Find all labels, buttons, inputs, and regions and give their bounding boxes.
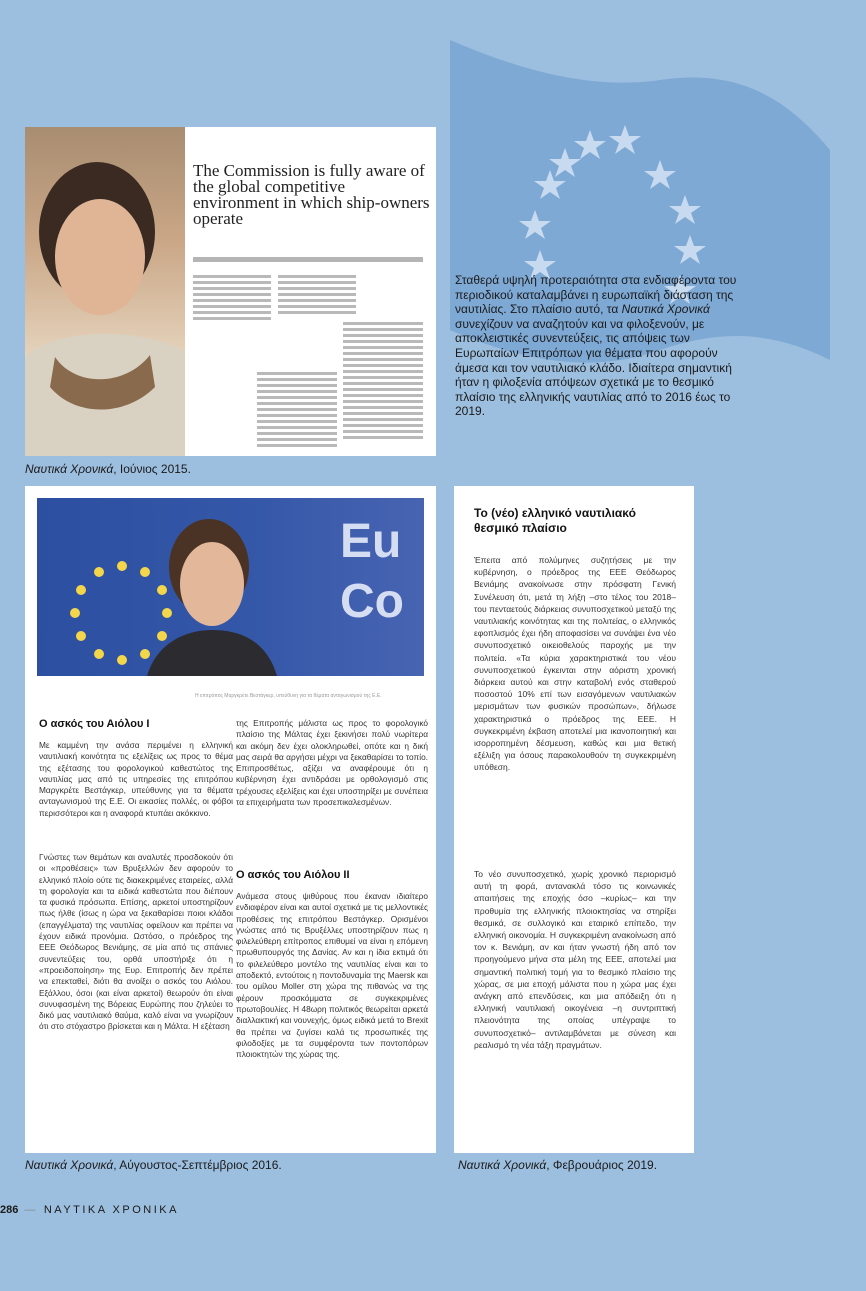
section-heading: Ο ασκός του Αιόλου II — [236, 869, 350, 881]
page-number: 286 — [0, 1204, 19, 1216]
footer-dash-icon: — — [24, 1204, 38, 1216]
caption-feb-2019: Ναυτικά Χρονικά, Φεβρουάριος 2019. — [458, 1158, 658, 1172]
clipping-june-2015 — [25, 127, 436, 456]
article-headline: The Commission is fully aware of the global competitive environment in which ship-owners operate — [193, 161, 430, 228]
article-text-column — [278, 275, 356, 317]
article-paragraph-1: Έπειτα από πολύμηνες συζητήσεις με την κυβέρνηση, ο πρόεδρος της ΕΕΕ Θεόδωρος Βενιάμης ανακοίνωσε στην πρόσφατη Γενική Συνέλευση ότι, μετά τη λήξη –στο τέλος του 2018– του πενταετούς διάρκειας συνυποσχετικού μεταξύ της ναυτιλιακής κοινότητας και της πολιτείας, ο ελληνικός εφοπλισμός έχει ήδη αποφασίσει να συνάψει ένα νέο συνυποσχετικό οικειοθελούς παροχής με την πολιτεία. «Τα κύρια χαρακτηριστικά του νέου συνυποσχετικού έγκεινται στην αόριστη χρονική διάρκεια αυτού και στην καταβολή ενός σταθερού ποσοστού 10% επί των εισαγόμενων ναυτιλιακών μερισμάτων των φυσικών προσώπων», δήλωσε χαρακτηριστικά ο πρόεδρος της ΕΕΕ. Η συγκεκριμένη έκβαση αποτελεί μια ικανοποιητική και ισορροπημένη δέσμευση, καθώς και μια θετική εξέλιξη για όσους παρακολουθούν τη συγκεκριμένη υπόθεση. — [474, 555, 676, 773]
page-footer — [0, 1204, 179, 1216]
portrait-photo — [25, 127, 185, 456]
caption-aug-sep-2016: Ναυτικά Χρονικά, Αύγουστος-Σεπτέμβριος 2016. — [25, 1158, 282, 1172]
caption-june-2015: Ναυτικά Χρονικά, Ιούνιος 2015. — [25, 462, 191, 476]
article-title: Το (νέο) ελληνικό ναυτιλιακό θεσμικό πλαίσιο — [474, 506, 636, 535]
article-text-column — [193, 275, 271, 323]
article-byline — [193, 257, 423, 262]
article-text-col1b: Γνώστες των θεμάτων και αναλυτές προσδοκούν ότι οι «προθέσεις» των Βρυξελλών δεν αφορούν το ελληνικό πλοίο ούτε τις διακεκριμένες εταιρείες, αλλά τη φορολογία και τα ειδικά καθεστώτα που διέπουν τα φυσικά πρόσωπα. Επίσης, αρκετοί υποστηρίζουν πως ήλθε (ίσως η ώρα να ξεκαθαρίσει ποιοι κλάδοι (επαγγέλματα) της ναυτιλίας οφείλουν και πρέπει να έχουν ειδικά προνόμια. Ωστόσο, ο πρόεδρος της ΕΕΕ Θεόδωρος Βενιάμης, σε μία από τις σπάνιες συνεντεύξεις του, ορθά υποστήριξε ότι η «προειδοποίηση» της Ευρ. Επιτροπής δεν πρέπει να επεκταθεί, διότι θα ανοίξει ο ασκός του Αιόλου. Εξάλλου, όσοι (και είναι αρκετοί) θεωρούν ότι είναι συνυφασμένη της Βόρειας Ευρώπης που ζηλεύει το δικό μας ναυτιλιακό θαύμα, καλό είναι να γνωρίζουν ότι στο στόχαστρο βρίσκεται και η Μάλτα. Η εξέταση — [39, 852, 233, 1032]
article-text-column — [343, 322, 423, 442]
article-text-col2a: της Επιτροπής μάλιστα ως προς το φορολογικό πλαίσιο της Μάλτας έχει ξεκινήσει πολύ νωρίτερα και ακόμη δεν έχει ολοκληρωθεί, οπότε και η δική μας σειρά θα αργήσει μέχρι να ξεκαθαρίσει το τοπίο. Επιπροσθέτως, αξίζει να αναφέρουμε ότι η κυβέρνηση έχει αντιδράσει με ορθολογισμό στις τρέχουσες εξελίξεις και έχει υποστηρίξει με συνέπεια τα επιχειρήματα των προσεπικαλεσμένων. — [236, 718, 428, 808]
article-text-column — [257, 372, 337, 450]
article-text-col1a: Με καμμένη την ανάσα περιμένει η ελληνική ναυτιλιακή κοινότητα τις εξελίξεις ως προς το θέμα της εξέτασης του φορολογικού καθεστώτος της ναυτιλίας μας από τις υπηρεσίες της επιτρόπου Μαργκρέτε Βεστάγκερ, υπεύθυνης για τα θέματα ανταγωνισμού της Ε.Ε. Οι εικασίες πολλές, οι φόβοι περισσότεροι και η αναφορά κτυπάει ακόκκινο. — [39, 740, 233, 818]
clipping-feb-2019 — [454, 486, 694, 1153]
intro-paragraph: Σταθερά υψηλή προτεραιότητα στα ενδιαφέροντα του περιοδικού καταλαμβάνει η ευρωπαϊκή διάσταση της ναυτιλίας. Στο πλαίσιο αυτό, τα Ναυτικά Χρονικά συνεχίζουν να αναζητούν και να φιλοξενούν, με αποκλειστικές συνεντεύξεις, τις απόψεις των Ευρωπαίων Επιτρόπων για θέματα που αφορούν άμεσα και τον ναυτιλιακό κλάδο. Ιδιαίτερα σημαντική ήταν η φιλοξενία απόψεων σχετικά με το θεσμικό πλαίσιο της ελληνικής ναυτιλίας από το 2016 έως το 2019. — [455, 273, 737, 419]
section-heading: Ο ασκός του Αιόλου I — [39, 718, 150, 730]
article-text-col2b: Ανάμεσα στους ψιθύρους που έκαναν ιδιαίτερο ενδιαφέρον είναι και αυτοί σχετικά με τις μελλοντικές προθέσεις της επιτρόπου Βεστάγκερ. Ορισμένοι γνώστες από τις Βρυξέλλες υποστηρίζουν πως η φιλελεύθερη επίτροπος επιθυμεί να είναι η επόμενη πρωθυπουργός της Δανίας. Αν και η ίδια εκτιμά ότι το φιλελεύθερο μοντέλο της ναυτιλίας είναι και το αποδεκτό, εντούτοις η ποντοδυναμία της Maersk και του ομίλου Moller στη χώρα της πιθανώς να της φέρουν προσκόμματα σε συγκεκριμένες πρωτοβουλίες. Η 48ωρη πολιτικός θεωρείται αρκετά διαλλακτική και νουνεχής, όμως ειδικά μετά το Brexit θα πρέπει να ζυγίσει καλά τις προσωπικές της φιλοδοξίες με τα συμφέροντα των ποντοπόρων πλοιοκτητών της χώρας της. — [236, 891, 428, 1060]
commissioner-figure — [147, 512, 277, 676]
magazine-name: ΝΑΥΤΙΚΑ ΧΡΟΝΙΚΑ — [43, 1204, 179, 1216]
photo-caption: Η επιτρόπος Μαργκρέτε Βεστάγκερ, υπεύθυνη για τα θέματα ανταγωνισμού της Ε.Ε. — [195, 693, 382, 699]
clipping-aug-sep-2016 — [25, 486, 436, 1153]
commissioner-photo — [37, 498, 424, 676]
article-paragraph-2: Το νέο συνυποσχετικό, χωρίς χρονικό περιορισμό αυτή τη φορά, αντανακλά τόσο τις κοινωνικές απαιτήσεις της εποχής όσο –κυρίως– και την προθυμία της ελληνικής πλοιοκτησίας να στηρίξει θεσμικά, σε συλλογικό και εταιρικό επίπεδο, την ελληνική οικονομία. Η συγκεκριμένη ανακοίνωση από τον κ. Βενιάμη, αν και ήταν γνωστή ήδη από τον προηγούμενο μήνα στα μέλη της ΕΕΕ, αποτελεί μια σημαντική πολιτική τομή για το θεσμικό πλαίσιο της χώρας, σε μια εποχή μάλιστα που η χώρα μας έχει ανάγκη από επενδύσεις, και μια απόδειξη ότι η ελληνική ναυτιλιακή οικογένεια –η συντριπτική πλειονότητα της οποίας υπέγραψε το συνυποσχετικό– αντιλαμβάνεται με σύνεση και ρεαλισμό τη νέα τάξη πραγμάτων. — [474, 869, 676, 1050]
eu-banner-text: Eu Co — [340, 515, 404, 628]
